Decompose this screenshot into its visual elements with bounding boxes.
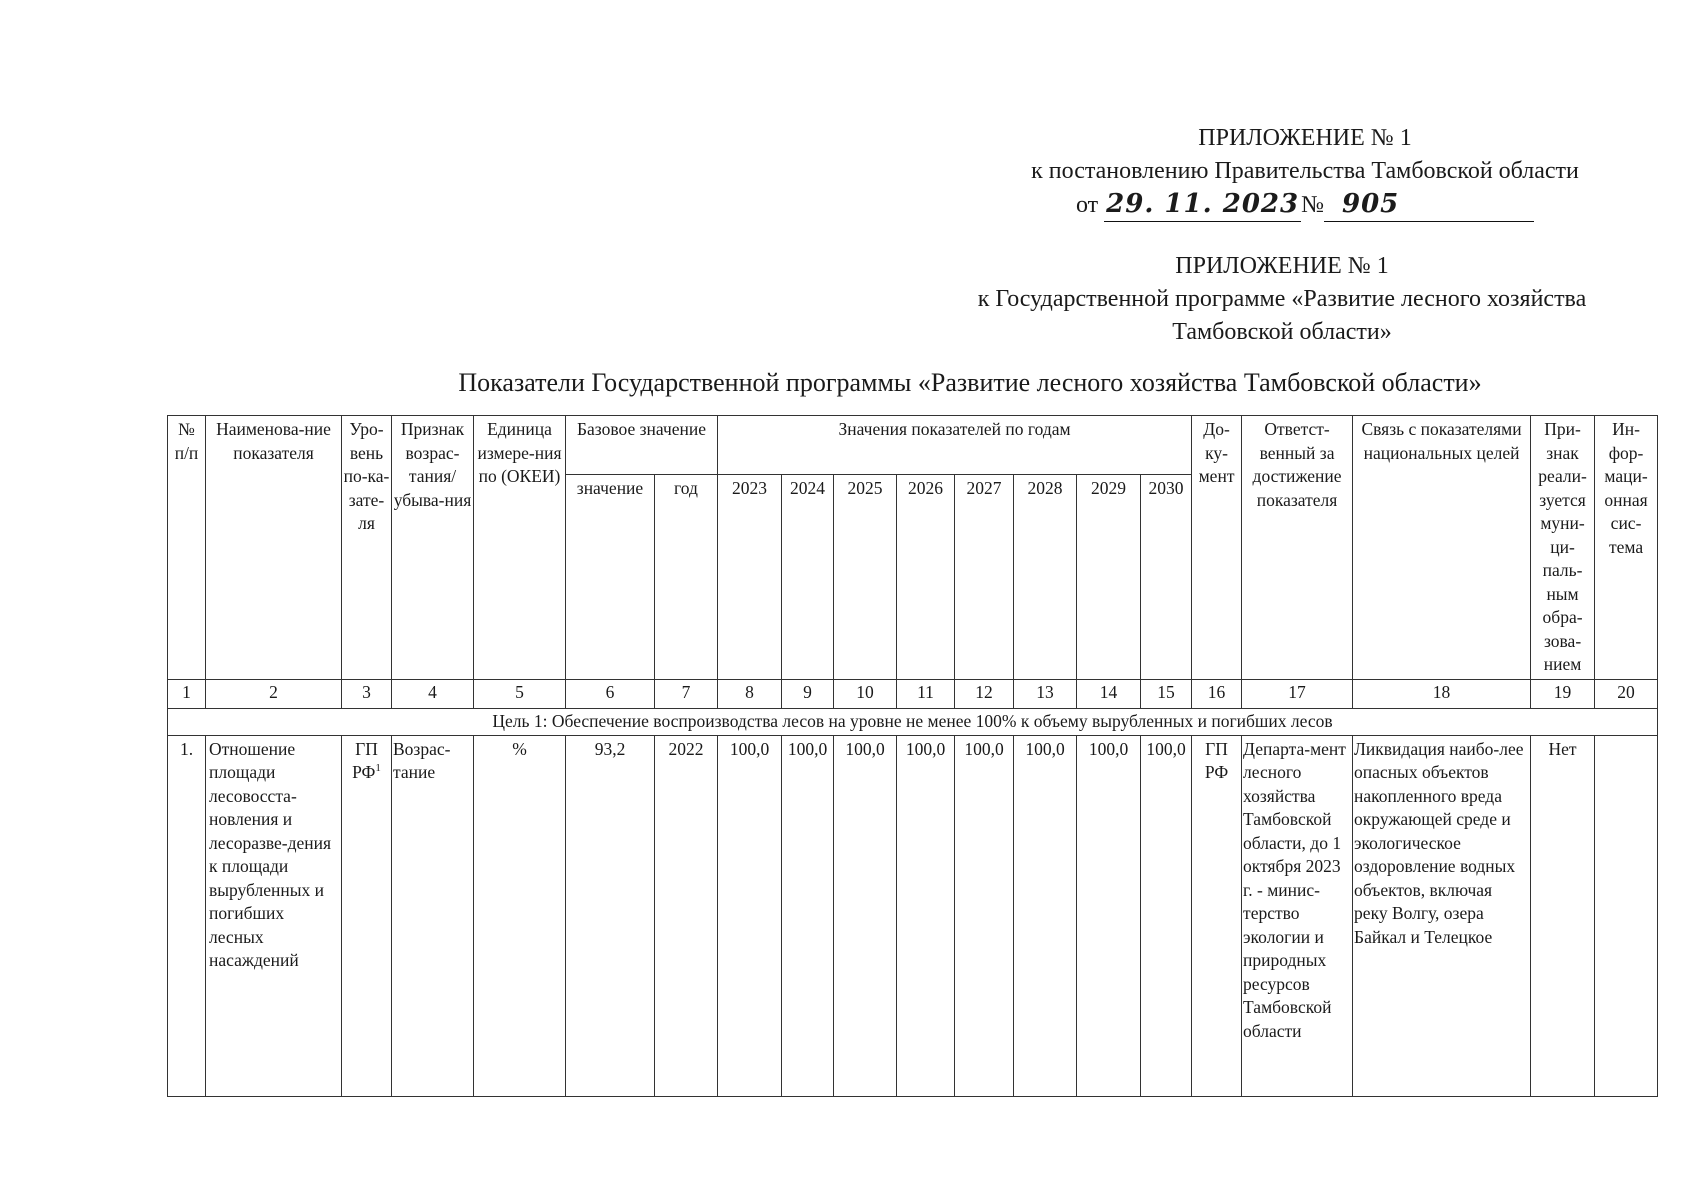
document-title: Показатели Государственной программы «Развитие лесного хозяйства Тамбовской области» <box>458 368 1482 397</box>
column-number: 20 <box>1595 679 1658 708</box>
column-number: 1 <box>168 679 206 708</box>
header-year-2023: 2023 <box>718 475 782 679</box>
cell-level <box>342 735 392 1096</box>
column-number: 16 <box>1192 679 1242 708</box>
appendix-2-title: ПРИЛОЖЕНИЕ № 1 <box>1175 253 1389 279</box>
indicators-table-wrapper <box>167 415 1657 1097</box>
cell-value-2026: 100,0 <box>897 735 955 1096</box>
header-year-2030: 2030 <box>1141 475 1192 679</box>
level-text: ГП РФ <box>352 738 378 782</box>
column-number: 8 <box>718 679 782 708</box>
column-number: 3 <box>342 679 392 708</box>
column-number: 11 <box>897 679 955 708</box>
cell-value-2024: 100,0 <box>782 735 834 1096</box>
header-unit: Единица измере-ния по (ОКЕИ) <box>474 416 566 680</box>
column-number: 5 <box>474 679 566 708</box>
column-number: 12 <box>955 679 1014 708</box>
cell-value-2023: 100,0 <box>718 735 782 1096</box>
column-number: 4 <box>392 679 474 708</box>
level-footnote: 1 <box>375 762 381 775</box>
header-level: Уро-вень по-ка-зате-ля <box>342 416 392 680</box>
cell-value-2029: 100,0 <box>1077 735 1141 1096</box>
header-base-year: год <box>655 475 718 679</box>
header-base-group: Базовое значение <box>566 416 718 475</box>
cell-value-2028: 100,0 <box>1014 735 1077 1096</box>
header-document: До-ку-мент <box>1192 416 1242 680</box>
column-number: 19 <box>1531 679 1595 708</box>
cell-base-year: 2022 <box>655 735 718 1096</box>
header-base-value: значение <box>566 475 655 679</box>
header-trend: Признак возрас-тания/ убыва-ния <box>392 416 474 680</box>
date-prefix: от <box>1075 192 1099 218</box>
appendix-2-subtitle-line1: к Государственной программе «Развитие лесного хозяйства <box>977 286 1587 312</box>
header-responsible: Ответст-венный за достижение показателя <box>1242 416 1353 680</box>
table-row <box>168 735 1658 1096</box>
goal-row <box>168 708 1658 735</box>
header-num: № п/п <box>168 416 206 680</box>
cell-document: ГП РФ <box>1192 735 1242 1096</box>
appendix-1-header <box>935 122 1675 222</box>
appendix-1-subtitle: к постановлению Правительства Тамбовской области <box>1031 158 1579 184</box>
header-year-2025: 2025 <box>834 475 897 679</box>
header-year-2027: 2027 <box>955 475 1014 679</box>
column-number: 15 <box>1141 679 1192 708</box>
appendix-1-title: ПРИЛОЖЕНИЕ № 1 <box>1198 125 1412 151</box>
cell-num: 1. <box>168 735 206 1096</box>
handwritten-number: 905 <box>1324 188 1534 222</box>
column-number: 10 <box>834 679 897 708</box>
column-number: 14 <box>1077 679 1141 708</box>
indicators-table <box>167 415 1658 1097</box>
column-number: 2 <box>206 679 342 708</box>
cell-value-2025: 100,0 <box>834 735 897 1096</box>
goal-text: Цель 1: Обеспечение воспроизводства лесов на уровне не менее 100% к объему вырубленных и погибших лесов <box>168 708 1658 735</box>
header-year-2029: 2029 <box>1077 475 1141 679</box>
cell-national-goal: Ликвидация наибо-лее опасных объектов накопленного вреда окружающей среде и экологическое оздоровление водных объектов, включая реку Волгу, озера Байкал и Телецкое <box>1353 735 1531 1096</box>
column-number: 18 <box>1353 679 1531 708</box>
column-number: 13 <box>1014 679 1077 708</box>
header-name: Наименова-ние показателя <box>206 416 342 680</box>
cell-base-value: 93,2 <box>566 735 655 1096</box>
appendix-2-subtitle-line2: Тамбовской области» <box>1172 319 1392 345</box>
cell-responsible: Департа-мент лесного хозяйства Тамбовской области, до 1 октября 2023 г. - минис-терство экологии и природных ресурсов Тамбовской области <box>1242 735 1353 1096</box>
handwritten-date: 29. 11. 2023 <box>1104 188 1301 222</box>
column-numbers-row <box>168 679 1658 708</box>
appendix-1-dateline <box>935 188 1675 222</box>
header-year-2026: 2026 <box>897 475 955 679</box>
number-sign: № <box>1301 192 1324 218</box>
header-year-2024: 2024 <box>782 475 834 679</box>
cell-trend: Возрас-тание <box>392 735 474 1096</box>
header-years-group: Значения показателей по годам <box>718 416 1192 475</box>
column-number: 7 <box>655 679 718 708</box>
header-info-system: Ин-фор-маци-онная сис-тема <box>1595 416 1658 680</box>
column-number: 6 <box>566 679 655 708</box>
column-number: 17 <box>1242 679 1353 708</box>
cell-indicator-name: Отношение площади лесовосста-новления и лесоразве-дения к площади вырубленных и погибших лесных насаждений <box>206 735 342 1096</box>
header-municipal: При-знак реали-зуется муни-ци-паль-ным обра-зова-нием <box>1531 416 1595 680</box>
cell-municipal: Нет <box>1531 735 1595 1096</box>
header-row-1 <box>168 416 1658 475</box>
cell-info-system <box>1595 735 1658 1096</box>
cell-value-2027: 100,0 <box>955 735 1014 1096</box>
cell-unit: % <box>474 735 566 1096</box>
appendix-2-header <box>922 250 1642 349</box>
cell-value-2030: 100,0 <box>1141 735 1192 1096</box>
column-number: 9 <box>782 679 834 708</box>
header-year-2028: 2028 <box>1014 475 1077 679</box>
header-national-goal: Связь с показателями национальных целей <box>1353 416 1531 680</box>
